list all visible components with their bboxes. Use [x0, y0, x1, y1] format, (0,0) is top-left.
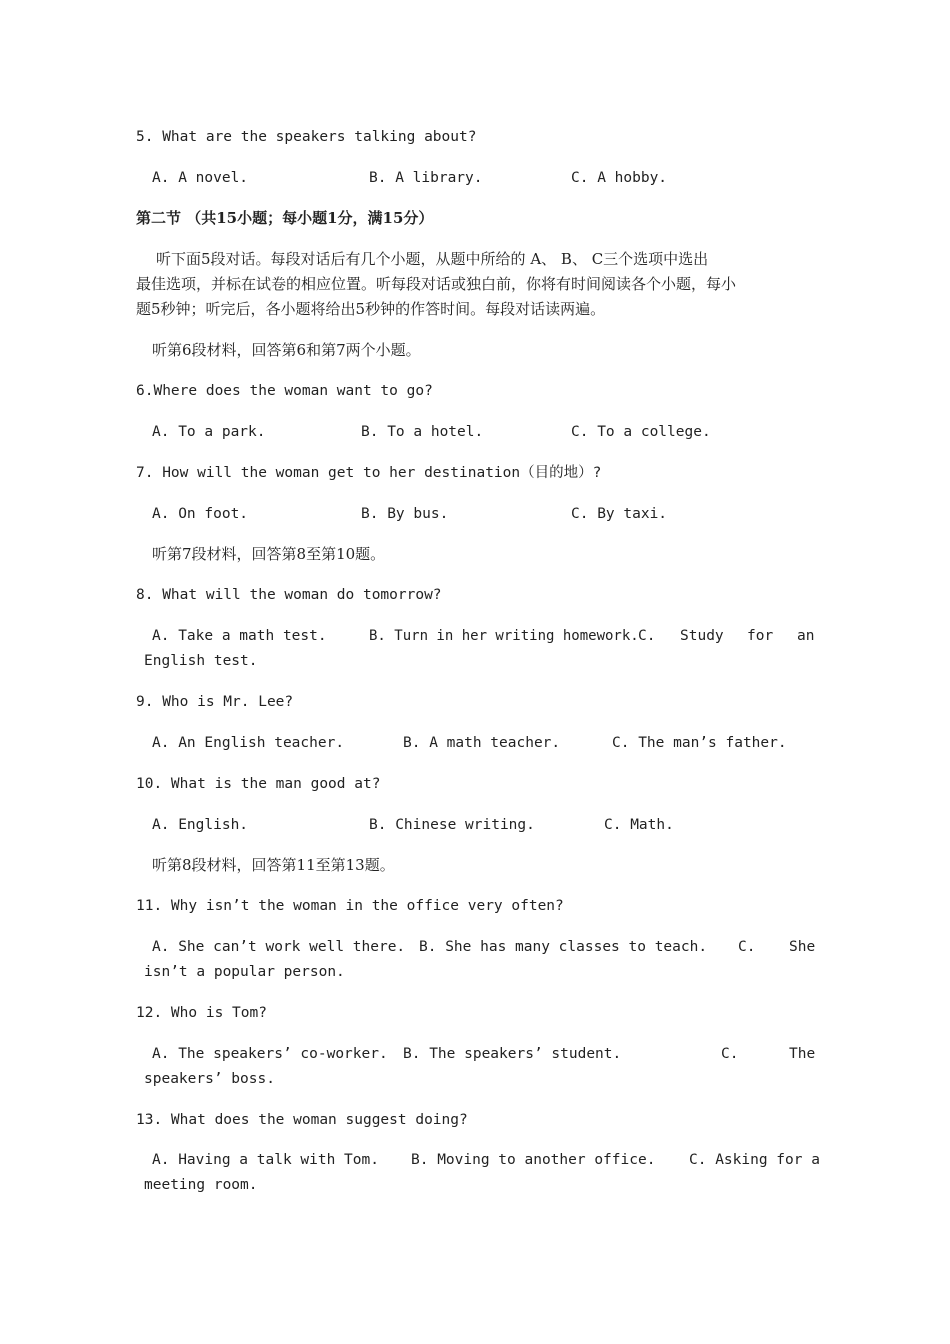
- q8-option-a: A. Take a math test.: [152, 628, 327, 644]
- material-8-heading: 听第8段材料，回答第11至第13题。: [152, 856, 395, 874]
- material-7-heading: 听第7段材料，回答第8至第10题。: [152, 545, 386, 563]
- q12-option-c-continued: speakers’ boss.: [144, 1071, 275, 1087]
- question-13-stem: 13. What does the woman suggest doing?: [136, 1112, 468, 1128]
- q7-option-c: C. By taxi.: [571, 506, 668, 522]
- q8-option-c-label: C.: [638, 628, 656, 644]
- q8-option-c-word-2: for: [747, 628, 774, 644]
- question-12-stem: 12. Who is Tom?: [136, 1005, 267, 1021]
- q8-option-c-continued: English test.: [144, 653, 258, 669]
- q11-option-a: A. She can’t work well there.: [152, 939, 406, 955]
- q5-option-a: A. A novel.: [152, 170, 249, 186]
- section-title: 第二节 （共15小题；每小题1分，满15分）: [136, 209, 434, 227]
- q10-option-b: B. Chinese writing.: [369, 817, 535, 833]
- material-6-heading: 听第6段材料，回答第6和第7两个小题。: [152, 341, 421, 359]
- question-11-stem: 11. Why isn’t the woman in the office very often?: [136, 898, 564, 914]
- q10-option-c: C. Math.: [604, 817, 674, 833]
- q8-option-b: B. Turn in her writing homework.: [369, 628, 639, 644]
- q5-option-c: C. A hobby.: [571, 170, 668, 186]
- q13-option-a: A. Having a talk with Tom.: [152, 1152, 379, 1168]
- question-6-stem: 6.Where does the woman want to go?: [136, 383, 433, 399]
- q7-option-b: B. By bus.: [361, 506, 449, 522]
- section-instruction-line-2: 最佳选项，并标在试卷的相应位置。听每段对话或独白前，你将有时间阅读各个小题，每小: [136, 275, 737, 293]
- q11-option-c-word: She: [789, 939, 816, 955]
- q11-option-c-continued: isn’t a popular person.: [144, 964, 345, 980]
- q8-option-c-word-1: Study: [680, 628, 724, 644]
- q6-option-a: A. To a park.: [152, 424, 266, 440]
- question-8-stem: 8. What will the woman do tomorrow?: [136, 587, 442, 603]
- q9-option-c: C. The man’s father.: [612, 735, 787, 751]
- question-10-stem: 10. What is the man good at?: [136, 776, 381, 792]
- q11-option-c-label: C.: [738, 939, 756, 955]
- q6-option-b: B. To a hotel.: [361, 424, 484, 440]
- question-5-stem: 5. What are the speakers talking about?: [136, 129, 477, 145]
- q9-option-a: A. An English teacher.: [152, 735, 345, 751]
- q12-option-b: B. The speakers’ student.: [403, 1046, 622, 1062]
- q13-option-b: B. Moving to another office.: [411, 1152, 656, 1168]
- q6-option-c: C. To a college.: [571, 424, 711, 440]
- section-instruction-line-3: 题5秒钟；听完后，各小题将给出5秒钟的作答时间。每段对话读两遍。: [136, 300, 606, 318]
- q13-option-c: C. Asking for a: [689, 1152, 820, 1168]
- question-9-stem: 9. Who is Mr. Lee?: [136, 694, 294, 710]
- q9-option-b: B. A math teacher.: [403, 735, 561, 751]
- q7-option-a: A. On foot.: [152, 506, 249, 522]
- q10-option-a: A. English.: [152, 817, 249, 833]
- q12-option-a: A. The speakers’ co-worker.: [152, 1046, 388, 1062]
- q12-option-c-label: C.: [721, 1046, 739, 1062]
- question-7-stem: 7. How will the woman get to her destination（目的地）?: [136, 465, 602, 481]
- section-instruction-line-1: 听下面5段对话。每段对话后有几个小题，从题中所给的 A、 B、 C三个选项中选出: [156, 250, 709, 268]
- q13-option-c-continued: meeting room.: [144, 1177, 258, 1193]
- q12-option-c-word: The: [789, 1046, 816, 1062]
- q11-option-b: B. She has many classes to teach.: [419, 939, 708, 955]
- q5-option-b: B. A library.: [369, 170, 483, 186]
- q8-option-c-word-3: an: [797, 628, 815, 644]
